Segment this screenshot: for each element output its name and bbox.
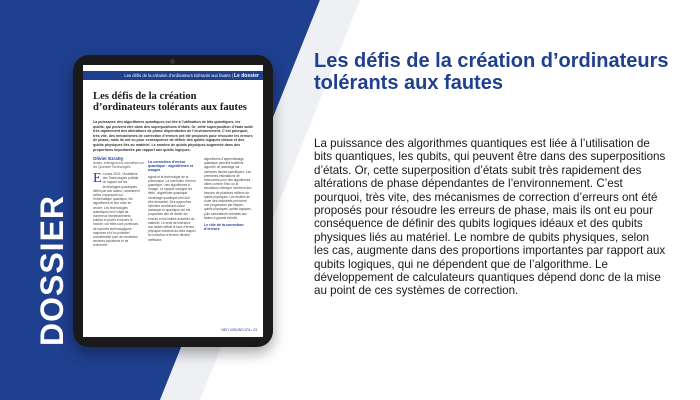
magazine-header: Les défis de la création d’ordinateurs tolérants aux fautes | Le dossier bbox=[83, 71, 263, 80]
camera-dot bbox=[170, 59, 175, 64]
column-1-text: n mars 2021, l’Académie des Technologies publiait un rapport sur les technologies quantiques défini par son auteur, notamment celles s’appuyant sur l’informatique quantique, les algorithmes et leur mise en œuvre. Les technologies quantiques font l’objet de nombreux investissements publics et privés à travers le monde, car elles sont porteuses de ruptures technologiques majeures et d’un potentiel considérable pour de nombreux secteurs industriels et de recherche. bbox=[93, 172, 140, 248]
column-2-text: signal et la technologie de la photonique. La correction d’erreur quantique : des algorithmes à l’usage. Le rapport souligne les défis : algorithme quantique, l’avantage quantique réel doit être démontré. Des approches hybrides combinant calcul classique et quantique ont été proposées afin de limiter les erreurs et les limites actuelles du matériel. Le seuil de tolérance aux fautes définit le taux d’erreur physique maximal au-delà duquel la correction d’erreurs devient inefficace. bbox=[148, 174, 196, 242]
magazine-column-1 bbox=[93, 172, 141, 332]
column-2-subhead: La correction d’erreur quantique : algorithmes et usages bbox=[148, 160, 193, 173]
article-title: Les défis de la création d’ordinateurs tolérants aux fautes bbox=[314, 50, 669, 94]
dossier-label: DOSSIER bbox=[34, 194, 70, 346]
magazine-header-text: Les défis de la création d’ordinateurs tolérants aux fautes bbox=[124, 73, 231, 78]
magazine-column-3 bbox=[204, 157, 252, 332]
magazine-author: Olivier Ezratty bbox=[93, 156, 124, 161]
magazine-header-section: Le dossier bbox=[233, 73, 259, 79]
magazine-footer: NEO VISIONS N°6 • 23 bbox=[221, 328, 257, 332]
tablet-device bbox=[73, 55, 273, 347]
column-3-subhead: Le rôle de la correction d’erreurs bbox=[204, 223, 244, 232]
magazine-page bbox=[83, 65, 263, 337]
magazine-intro: La puissance des algorithmes quantiques est liée à l’utilisation de bits quantiques, les qubits, qui peuvent être dans des superpositions d’états. Or, cette superposition d’états subit très rapidement des altérations de phase dépendantes de l’environnement. C’est pourquoi, très vite, des mécanismes de correction d’erreurs ont été proposés pour résoudre les erreurs de phase, mais ils ont eu pour conséquence de définir des qubits logiques idéaux et des qubits physiques liés au matériel. Le nombre de qubits physiques augmente dans des proportions importantes par rapport aux qubits logiques. bbox=[93, 120, 253, 152]
magazine-author-sub: Auteur, enseignant et consultant sur les Quantum Technologies bbox=[93, 161, 144, 169]
article-body: La puissance des algorithmes quantiques est liée à l’utilisation de bits quantiques, les qubits, qui peuvent être dans des superpositions d’états. Or, cette superposition d’états subit très rapidement des altérations de phase dépendantes de l’environnement. C’est pourquoi, très vite, des mécanismes de correction d’erreurs ont été proposés pour résoudre les erreurs de phase, mais ils ont eu pour conséquence de définir des qubits logiques idéaux et des qubits physiques liés au matériel. Le nombre de qubits physiques, selon les cas, augmente dans des proportions importantes par rapport aux qubits logiques, qui ne dépendent que de l’algorithme. Le développement de calculateurs quantiques dépend donc de la mise au point de ces systèmes de correction. bbox=[314, 137, 666, 298]
column-3-text: algorithmes d’apprentissage quantique peuvent toutefois apporter un avantage sur certaines tâches spécifiques. Les premières estimations de ressources pour des algorithmes utiles comme Shor ou la simulation chimique montrent des besoins de plusieurs millions de qubits physiques. Les feuilles de route des industriels prévoient une progression par étapes : qubits physiques, qubits logiques, puis calculateurs tolérants aux fautes à grande échelle. bbox=[204, 157, 252, 220]
magazine-title: Les défis de la création d’ordinateurs tolérants aux fautes bbox=[93, 91, 247, 113]
dropcap: E bbox=[93, 172, 102, 186]
magazine-column-2 bbox=[148, 157, 196, 332]
